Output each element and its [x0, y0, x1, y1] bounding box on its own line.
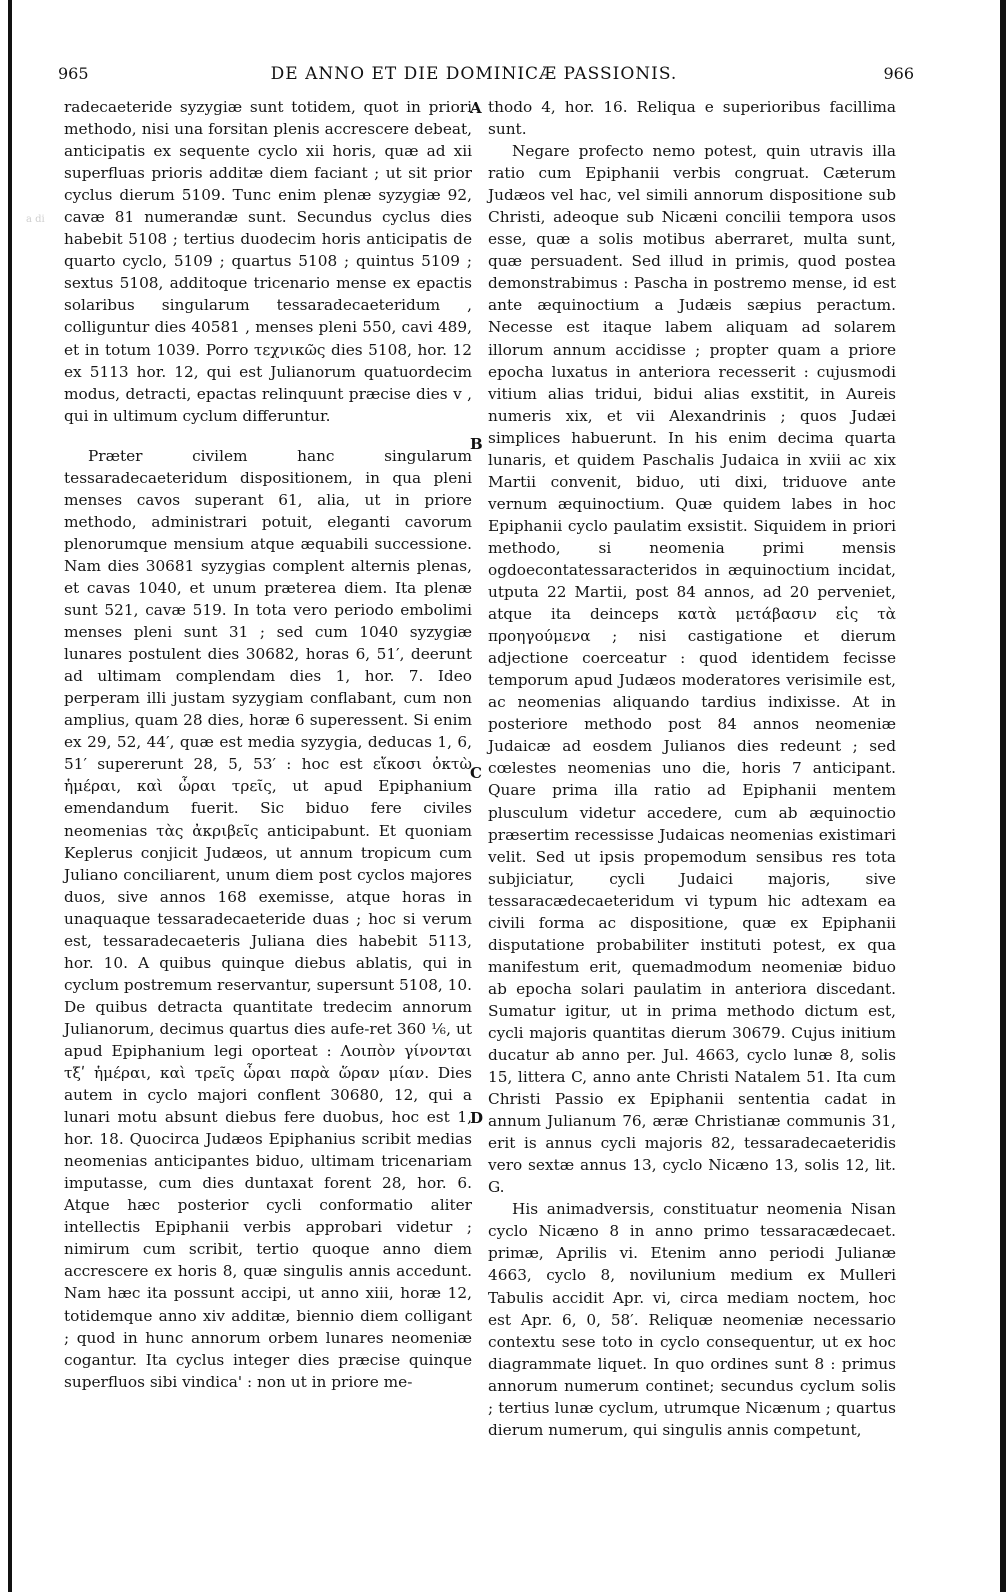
page-number-left: 965 — [58, 64, 89, 83]
right-paragraph-2: Negare profecto nemo potest, quin utravis illa ratio cum Epiphanii verbis congruat. Cæterum Judæos vel hac, vel simili annorum dispositione sub Christi, adeoque sub Nicæni concilii tempora usos esse, quæ a solis motibus aberraret, multa sunt, quæ persuadent. Sed illud in primis, quod postea demonstrabimus : Pascha in postremo mense, id est ante æquinoctium a Judæis sæpius peractum. Necesse est itaque labem aliquam ad solarem illorum annum accidisse ; propter quam a priore epocha luxatus in anteriora recesserit : cujusmodi vitium alias tridui, bidui alias exstitit, in Aureis numeris xix, et vii Alexandrinis ; quos Judæi simplices habuerunt. In his enim decima quarta lunaris, et quidem Paschalis Judaica in xviii ac xix Martii convenit, biduo, uti dixi, triduove ante vernum æquinoctium. Quæ quidem labes in hoc Epiphanii cyclo paulatim exsistit. Siquidem in priori methodo, si neomenia primi mensis ogdoecontatessaracteridos in æquinoctium incidat, utputa 22 Martii, post 84 annos, ad 20 perveniet, atque ita deinceps κατὰ μετάβασιν εἰς τὰ προηγούμενα ; nisi castigatione et dierum adjectione coerceatur : quod identidem fecisse temporum apud Judæos moderatores verisimile est, ac neomenias aliquando tardius indixisse. At in posteriore methodo post 84 annos neomeniæ Judaicæ ad eosdem Julianos dies redeunt ; sed cœlestes neomenias uno die, horis 7 anticipant. Quare prima illa ratio ad Epiphanii mentem plusculum videtur accedere, cum ab æquinoctio præsertim recessisse Judaicas neomenias existimari velit. Sed ut ipsis propemodum sensibus res tota subjiciatur, cycli Judaici majoris, sive tessaracædecaeteridum vi typum hic adtexam ea civili forma ac dispositione, quæ ex Epiphanii disputatione probabiliter instituti potest, ex qua manifestum erit, quemadmodum neomeniæ biduo ab epocha solari paulatim in anteriora discedant. Sumatur igitur, ut in prima methodo dictum est, cycli majoris quantitas dierum 30679. Cujus initium ducatur ab anno per. Jul. 4663, cyclo lunæ 8, solis 15, littera C, anno ante Christi Natalem 51. Ita cum Christi Passio ex Epiphanii sententia cadat in annum Julianum 76, æræ Christianæ communis 31, erit is annus cycli majoris 82, tessaradecaeteridis vero sextæ annus 13, cyclo Nicæno 13, solis 12, lit. G. — [488, 142, 896, 1197]
left-paragraph-1: radecaeteride syzygiæ sunt totidem, quot in priori methodo, nisi una forsitan plenis accrescere debeat, anticipatis ex sequente cyclo xii horis, quæ ad xii superfluas prioris additæ diem faciant ; ut sit prior cyclus dierum 5109. Tunc enim plenæ syzygiæ 92, cavæ 81 numerandæ sunt. Secundus cyclus dies habebit 5108 ; tertius duodecim horis anticipatis de quarto cyclo, 5109 ; quartus 5108 ; quintus 5109 ; sextus 5108, additoque tricenario mense ex epactis solaribus singularum tessaradecaeteridum , colliguntur dies 40581 , menses pleni 550, cavi 489, et in totum 1039. Porro τεχνικῶς dies 5108, hor. 12 ex 5113 hor. 12, qui est Julianorum quatuordecim modus, detracti, epactas relinquunt præcise dies v , qui in ultimum cyclum differuntur. — [64, 98, 472, 425]
page-number-right: 966 — [883, 64, 914, 83]
margin-marker-d: D — [470, 1109, 484, 1127]
running-header — [58, 64, 914, 92]
margin-marker-a: A — [470, 99, 482, 117]
margin-bleed-text: a di — [26, 214, 45, 225]
left-paragraph-2: Præter civilem hanc singularum tessaradecaeteridum dispositionem, in qua pleni menses cavos superant 61, alia, ut in priore methodo, administrari potuit, eleganti cavorum plenorumque mensium atque æquabili successione. Nam dies 30681 syzygias complent alternis plenas, et cavas 1040, et unum præterea diem. Ita plenæ sunt 521, cavæ 519. In tota vero periodo embolimi menses pleni sunt 31 ; sed cum 1040 syzygiæ lunares postulent dies 30682, horas 6, 51′, deerunt ad ultimam complendam dies 1, hor. 7. Ideo perperam illi justam syzygiam conflabant, cum non amplius, quam 28 dies, horæ 6 superessent. Si enim ex 29, 52, 44′, quæ est media syzygia, deducas 1, 6, 51′ supererunt 28, 5, 53′ : hoc est εἴκοσι ὀκτὼ ἡμέραι, καὶ ὧραι τρεῖς, ut apud Epiphanium emendandum fuerit. Sic biduo fere civiles neomenias τὰς ἀκριβεῖς anticipabunt. Et quoniam Keplerus conjicit Judæos, ut annum tropicum cum Juliano conciliarent, unum diem post cyclos majores duos, sive annos 168 exemisse, atque horas in unaquaque tessaradecaeteride duas ; hoc si verum est, tessaradecaeteris Juliana dies habebit 5113, hor. 10. A quibus quinque diebus ablatis, qui in cyclum postremum reservantur, supersunt 5108, 10. De quibus detracta quantitate tredecim annorum Julianorum, decimus quartus dies aufe-ret 360 ⅙, ut apud Epiphanium legi oporteat : Λοιπὸν γίνονται τξʹ ἡμέραι, καὶ τρεῖς ὧραι παρὰ ὥραν μίαν. Dies autem in cyclo majori conflent 30680, 12, qui a lunari motu absunt diebus fere duobus, hoc est 1, hor. 18. Quocirca Judæos Epiphanius scribit medias neomenias anticipantes biduo, ultimam tricenariam imputasse, cum dies duntaxat forent 28, hor. 6. Atque hæc posterior cycli conformatio aliter intellectis Epiphanii verbis approbari videtur ; nimirum cum scribit, tertio quoque anno diem accrescere ex horis 8, quæ singulis annis accedunt. Nam hæc ita possunt accipi, ut anno xiii, horæ 12, totidemque anno xiv additæ, biennio diem colligant ; quod in hunc annorum orbem lunares neomeniæ cogantur. Ita cyclus integer dies præcise quinque superfluos sibi vindica' : non ut in priore me- — [64, 446, 472, 1391]
left-column — [64, 96, 472, 1393]
right-paragraph-1: thodo 4, hor. 16. Reliqua e superioribus facillima sunt. — [488, 98, 896, 139]
running-title: DE ANNO ET DIE DOMINICÆ PASSIONIS. — [270, 64, 678, 84]
margin-marker-c: C — [470, 764, 482, 782]
right-column — [488, 96, 896, 1441]
right-paragraph-3: His animadversis, constituatur neomenia Nisan cyclo Nicæno 8 in anno primo tessaracædecaet. primæ, Aprilis vi. Etenim anno periodi Julianæ 4663, cyclo 8, novilunium medium ex Mulleri Tabulis accidit Apr. vi, circa mediam noctem, hoc est Apr. 6, 0, 58′. Reliquæ neomeniæ necessario contextu sese toto in cyclo consequentur, ut ex hoc diagrammate liquet. In quo ordines sunt 8 : primus annorum numerum continet; secundus cyclum solis ; tertius lunæ cyclum, utrumque Nicænum ; quartus dierum numerum, qui singulis annis competunt, — [488, 1200, 896, 1439]
margin-marker-b: B — [470, 435, 483, 453]
left-edge-border — [8, 0, 12, 1592]
right-edge-border — [1000, 0, 1006, 1592]
